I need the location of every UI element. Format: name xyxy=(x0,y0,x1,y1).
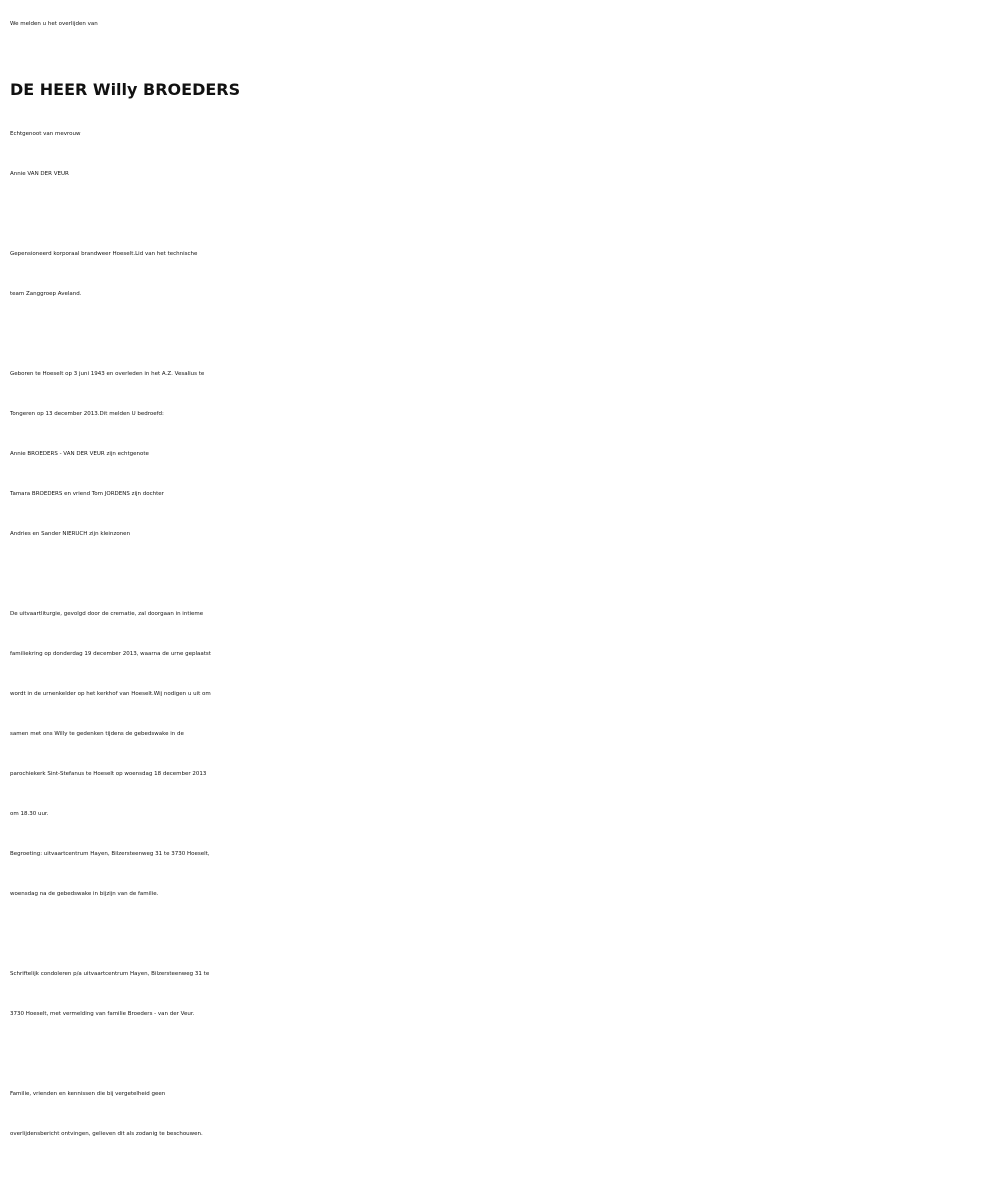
funeral-line: De uitvaartliturgie, gevolgd door de crematie, zal doorgaan in intieme xyxy=(10,611,204,617)
funeral-line: samen met ons Willy te gedenken tijdens de gebedswake in de xyxy=(10,731,184,737)
deceased-name: DE HEER Willy BROEDERS xyxy=(10,80,241,99)
condolence-line: Schriftelijk condoleren p/a uitvaartcentrum Hayen, Bilzersteenweg 31 te xyxy=(10,971,210,977)
birth-line: Tongeren op 13 december 2013.Dit melden U bedroefd: xyxy=(10,411,164,417)
closing-line: Familie, vrienden en kennissen die bij vergetelheid geen xyxy=(10,1091,166,1097)
bio-section xyxy=(10,234,1000,314)
spouse-line: Echtgenoot van mevrouw xyxy=(10,131,81,137)
condolence-section xyxy=(10,954,1000,1034)
closing-section xyxy=(10,1074,1000,1154)
condolence-line: 3730 Hoeselt, met vermelding van familie Broeders - van der Veur. xyxy=(10,1011,195,1017)
visitation-line: woensdag na de gebedswake in bijzijn van de familie. xyxy=(10,891,159,897)
funeral-section xyxy=(10,594,1000,914)
birth-family-section xyxy=(10,354,1000,554)
birth-line: Geboren te Hoeselt op 3 juni 1943 en overleden in het A.Z. Vesalius te xyxy=(10,371,205,377)
funeral-line: wordt in de urnenkelder op het kerkhof van Hoeselt.Wij nodigen u uit om xyxy=(10,691,211,697)
spouse-section xyxy=(10,114,1000,194)
funeral-line: familiekring op donderdag 19 december 2013, waarna de urne geplaatst xyxy=(10,651,211,657)
bio-line: Gepensioneerd korporaal brandweer Hoeselt.Lid van het technische xyxy=(10,251,198,257)
bio-line: team Zanggroep Aveland. xyxy=(10,291,82,297)
intro-text: We melden u het overlijden van xyxy=(10,21,98,27)
funeral-line: om 18.30 uur. xyxy=(10,811,49,817)
funeral-line: parochiekerk Sint-Stefanus te Hoeselt op woensdag 18 december 2013 xyxy=(10,771,207,777)
spouse-line: Annie VAN DER VEUR xyxy=(10,171,69,177)
closing-line: overlijdensbericht ontvingen, gelieven dit als zodanig te beschouwen. xyxy=(10,1131,203,1137)
family-line: Andries en Sander NIERUCH zijn kleinzonen xyxy=(10,531,131,537)
family-line: Annie BROEDERS - VAN DER VEUR zijn echtgenote xyxy=(10,451,149,457)
visitation-line: Begroeting: uitvaartcentrum Hayen, Bilzersteenweg 31 te 3730 Hoeselt, xyxy=(10,851,210,857)
family-line: Tamara BROEDERS en vriend Tom JORDENS zijn dochter xyxy=(10,491,164,497)
